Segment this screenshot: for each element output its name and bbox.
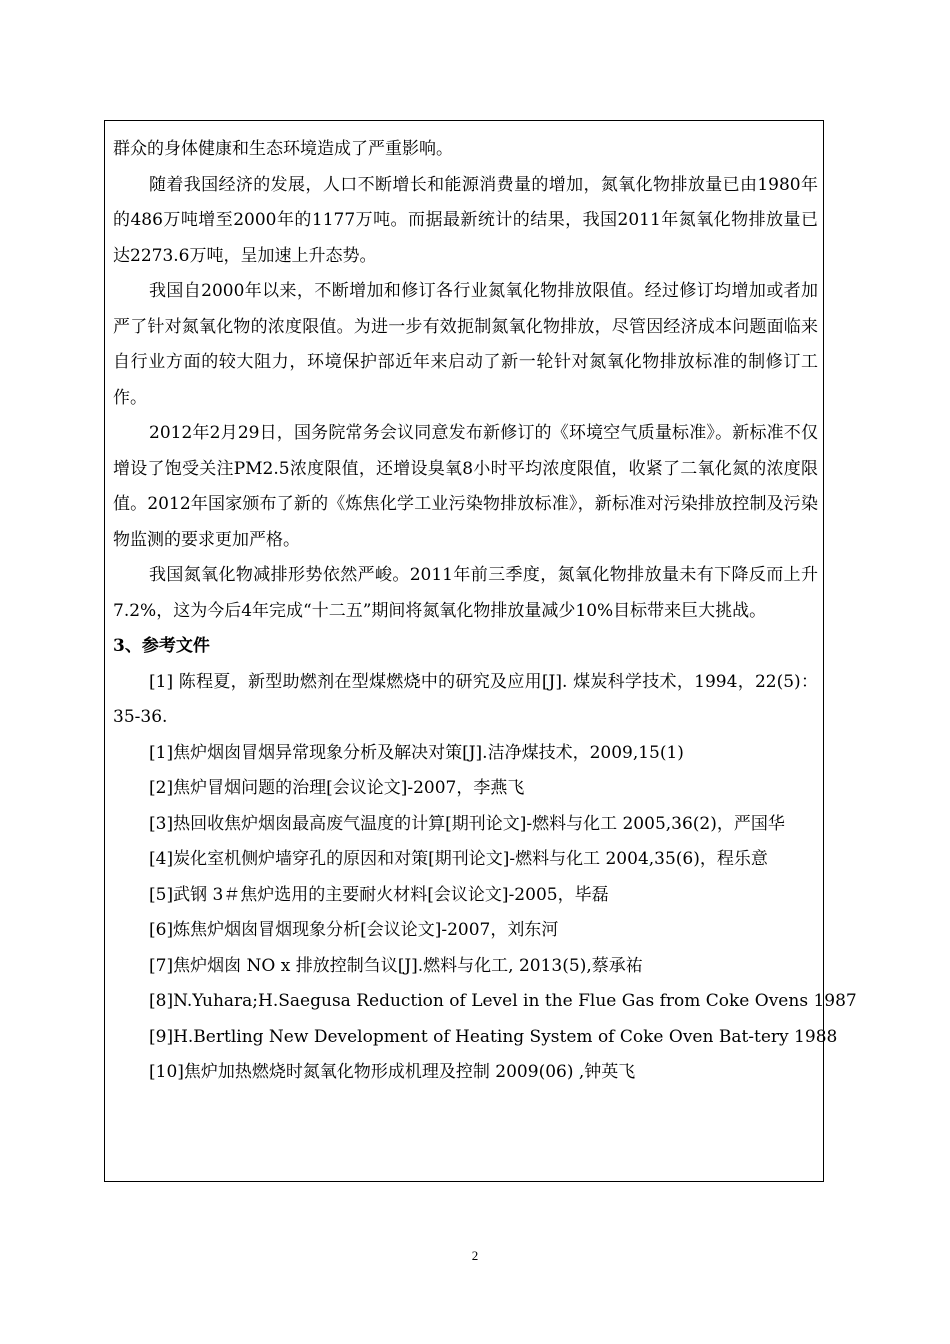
reference-item: [1]焦炉烟囱冒烟异常现象分析及解决对策[J].洁净煤技术，2009,15(1) [149, 742, 684, 763]
reference-item: [4]炭化室机侧炉墙穿孔的原因和对策[期刊论文]-燃料与化工 2004,35(6)，程乐意 [149, 849, 768, 869]
paragraph-reduction-situation: 我国氮氧化物减排形势依然严峻。2011年前三季度，氮氧化物排放量未有下降反而上升7.2%，这为今后4年完成“十二五”期间将氮氧化物排放量减少10%目标带来巨大挑战。 [113, 565, 818, 621]
paragraph-emission-limits: 我国自2000年以来，不断增加和修订各行业氮氧化物排放限值。经过修订均增加或者加严了针对氮氧化物的浓度限值。为进一步有效扼制氮氧化物排放，尽管因经济成本问题面临来自行业方面的较大阻力，环境保护部近年来启动了新一轮针对氮氧化物排放标准的制修订工作。 [113, 281, 818, 408]
reference-item: [2]焦炉冒烟问题的治理[会议论文]-2007，李燕飞 [149, 778, 525, 798]
reference-item: [3]热回收焦炉烟囱最高废气温度的计算[期刊论文]-燃料与化工 2005,36(2)，严国华 [149, 813, 785, 834]
reference-item: [5]武钢 3＃焦炉选用的主要耐火材料[会议论文]-2005，毕磊 [149, 884, 609, 905]
reference-item: [7]焦炉烟囱 NO x 排放控制刍议[J].燃料与化工, 2013(5),蔡承祐 [149, 955, 643, 976]
document-body [113, 132, 857, 1091]
reference-item: [10]焦炉加热燃烧时氮氧化物形成机理及控制 2009(06) ,钟英飞 [149, 1062, 636, 1082]
section-heading-references: 3、参考文件 [113, 636, 210, 656]
reference-item: [1] 陈程夏，新型助燃剂在型煤燃烧中的研究及应用[J]. 煤炭科学技术，1994，22(5)：35-36. [113, 671, 818, 727]
paragraph-emissions-growth: 随着我国经济的发展，人口不断增长和能源消费量的增加，氮氧化物排放量已由1980年的486万吨增至2000年的1177万吨。而据最新统计的结果，我国2011年氮氧化物排放量已达2273.6万吨，呈加速上升态势。 [113, 174, 818, 266]
paragraph-continuation: 群众的身体健康和生态环境造成了严重影响。 [113, 139, 453, 159]
page-number: 2 [471, 1248, 479, 1263]
reference-item: [6]炼焦炉烟囱冒烟现象分析[会议论文]-2007，刘东河 [149, 920, 559, 940]
reference-item: [8]N.Yuhara;H.Saegusa Reduction of Level in the Flue Gas from Coke Ovens 1987 [149, 991, 857, 1011]
paragraph-air-quality-standard: 2012年2月29日，国务院常务会议同意发布新修订的《环境空气质量标准》。新标准不仅增设了饱受关注PM2.5浓度限值，还增设臭氧8小时平均浓度限值，收紧了二氧化氮的浓度限值。2012年国家颁布了新的《炼焦化学工业污染物排放标准》，新标准对污染排放控制及污染物监测的要求更加严格。 [113, 423, 818, 550]
reference-item: [9]H.Bertling New Development of Heating System of Coke Oven Bat-tery 1988 [149, 1026, 838, 1047]
